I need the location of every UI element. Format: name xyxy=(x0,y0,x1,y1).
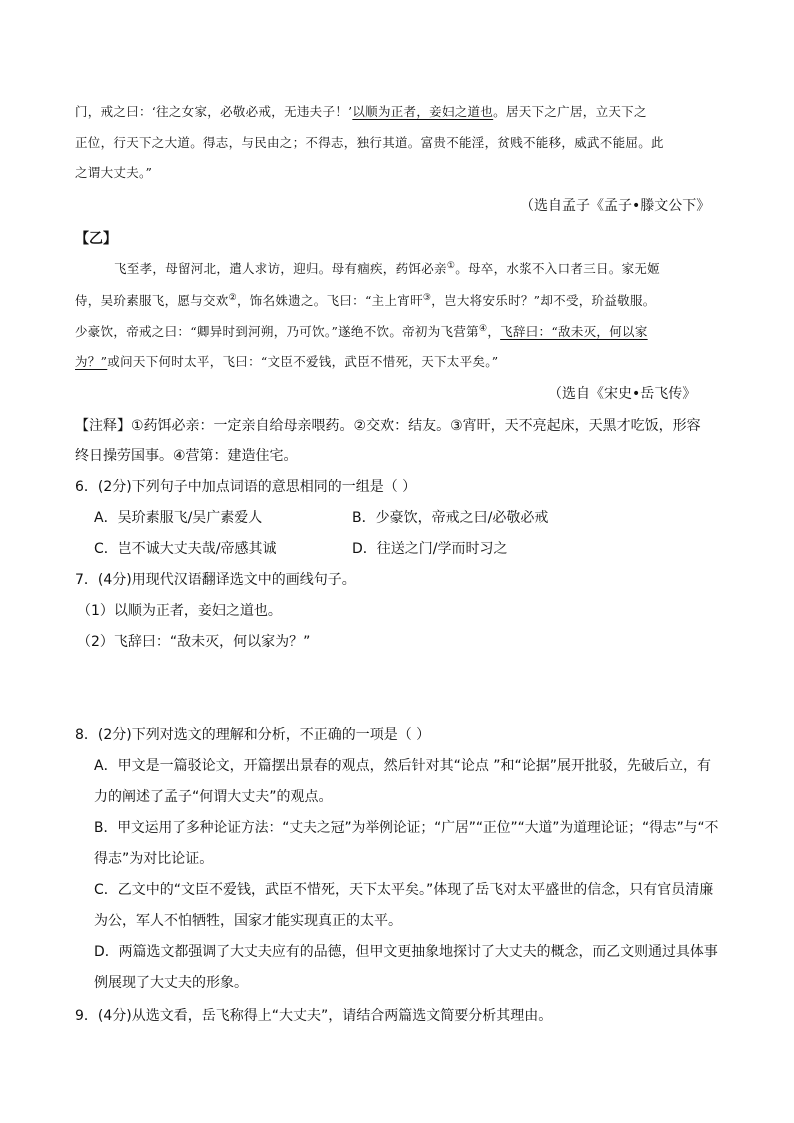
question-9-stem: 9．(4分)从选文看，岳飞称得上“大丈夫”，请结合两篇选文简要分析其理由。 xyxy=(75,1008,553,1024)
footnote-marker-2: ② xyxy=(228,293,237,303)
question-6-stem: 6．(2分)下列句子中加点词语的意思相同的一组是（ ） xyxy=(75,479,417,495)
question-8-option-a-line-1: A．甲文是一篇驳论文，开篇摆出景春的观点，然后针对其“论点 ”和“论据”展开批驳，先破后立，有 xyxy=(94,758,712,774)
passage-yi-line-2: 侍，吴玠素服飞，愿与交欢②，饰名姝遗之。飞曰：“主上宵旰③，岂大将安乐时？”却不受，玠益敬服。 xyxy=(75,293,656,308)
passage-yi-source: （选自《宋史•岳飞传》 xyxy=(548,386,697,402)
passage-yi-heading: 【乙】 xyxy=(75,231,117,247)
question-8-option-c-line-2: 为公，军人不怕牺牲，国家才能实现真正的太平。 xyxy=(94,913,402,929)
passage-yi-line-4: 为？”或问天下何时太平，飞曰：“文臣不爱钱，武臣不惜死，天下太平矣。” xyxy=(75,354,499,369)
question-8-option-d-line-1: D．两篇选文都强调了大丈夫应有的品德，但甲文更抽象地探讨了大丈夫的概念，而乙文则通过具体事 xyxy=(94,944,718,960)
passage-jia-line-2: 正位，行天下之大道。得志，与民由之；不得志，独行其道。富贵不能淫，贫贱不能移，威武不能屈。此 xyxy=(75,135,664,150)
question-7-sentence-1: （1）以顺为正者，妾妇之道也。 xyxy=(77,603,282,619)
underlined-sentence-2-part-2: 为？” xyxy=(75,354,108,369)
question-8-option-b-line-2: 得志”为对比论证。 xyxy=(94,851,214,867)
question-8-option-b-line-1: B．甲文运用了多种论证方法：“丈夫之冠”为举例论证；“广居”“正位”“大道”为道理论证；“得志”与“不 xyxy=(94,820,719,836)
passage-jia-source: （选自孟子《孟子•滕文公下》 xyxy=(520,198,711,214)
question-6-option-d: D．往送之门/学而时习之 xyxy=(352,541,508,557)
underlined-sentence-2-part-1: 飞辞曰：“敌未灭，何以家 xyxy=(500,324,648,339)
footnote-marker-1: ① xyxy=(446,261,456,271)
question-7-sentence-2: （2）飞辞曰：“敌未灭，何以家为？” xyxy=(77,634,311,650)
underlined-sentence-1: 以顺为正者，妾妇之道也 xyxy=(352,104,494,119)
annotation-line-2: 终日操劳国事。④营第：建造住宅。 xyxy=(75,448,298,464)
question-8-option-c-line-1: C．乙文中的“文臣不爱钱，武臣不惜死，天下太平矣。”体现了岳飞对太平盛世的信念，只有官员清廉 xyxy=(94,882,714,898)
question-7-stem: 7．(4分)用现代汉语翻译选文中的画线句子。 xyxy=(75,572,356,588)
passage-yi-line-1: 飞至孝，母留河北，遣人求访，迎归。母有痼疾，药饵必亲①。母卒，水浆不入口者三日。家无姬 xyxy=(114,261,660,276)
question-6-option-b: B．少豪饮，帝戒之曰/必敬必戒 xyxy=(352,510,549,526)
annotation-line-1: 【注释】①药饵必亲：一定亲自给母亲喂药。②交欢：结友。③宵旰，天不亮起床，天黑才吃饭，形容 xyxy=(75,418,701,434)
passage-yi-line-3: 少豪饮，帝戒之曰：“卿异时到河朔，乃可饮。”遂绝不饮。帝初为飞营第④，飞辞曰：“敌未灭，何以家 xyxy=(75,324,648,339)
footnote-marker-4: ④ xyxy=(478,324,488,334)
passage-jia-line-3: 之谓大丈夫。” xyxy=(75,165,153,180)
question-8-option-a-line-2: 力的阐述了孟子“何谓大丈夫”的观点。 xyxy=(94,789,333,805)
question-8-option-d-line-2: 例展现了大丈夫的形象。 xyxy=(94,975,248,991)
question-8-stem: 8．(2分)下列对选文的理解和分析，不正确的一项是（ ） xyxy=(75,727,431,743)
question-6-option-c: C．岂不诚大丈夫哉/帝感其诚 xyxy=(94,541,277,557)
footnote-marker-3: ③ xyxy=(422,293,432,303)
passage-jia-line-1: 门，戒之曰：‘往之女家，必敬必戒，无违夫子！’以顺为正者，妾妇之道也。居天下之广居，立天下之 xyxy=(75,104,647,119)
question-6-option-a: A．吴玠素服飞/吴广素爱人 xyxy=(94,510,263,526)
